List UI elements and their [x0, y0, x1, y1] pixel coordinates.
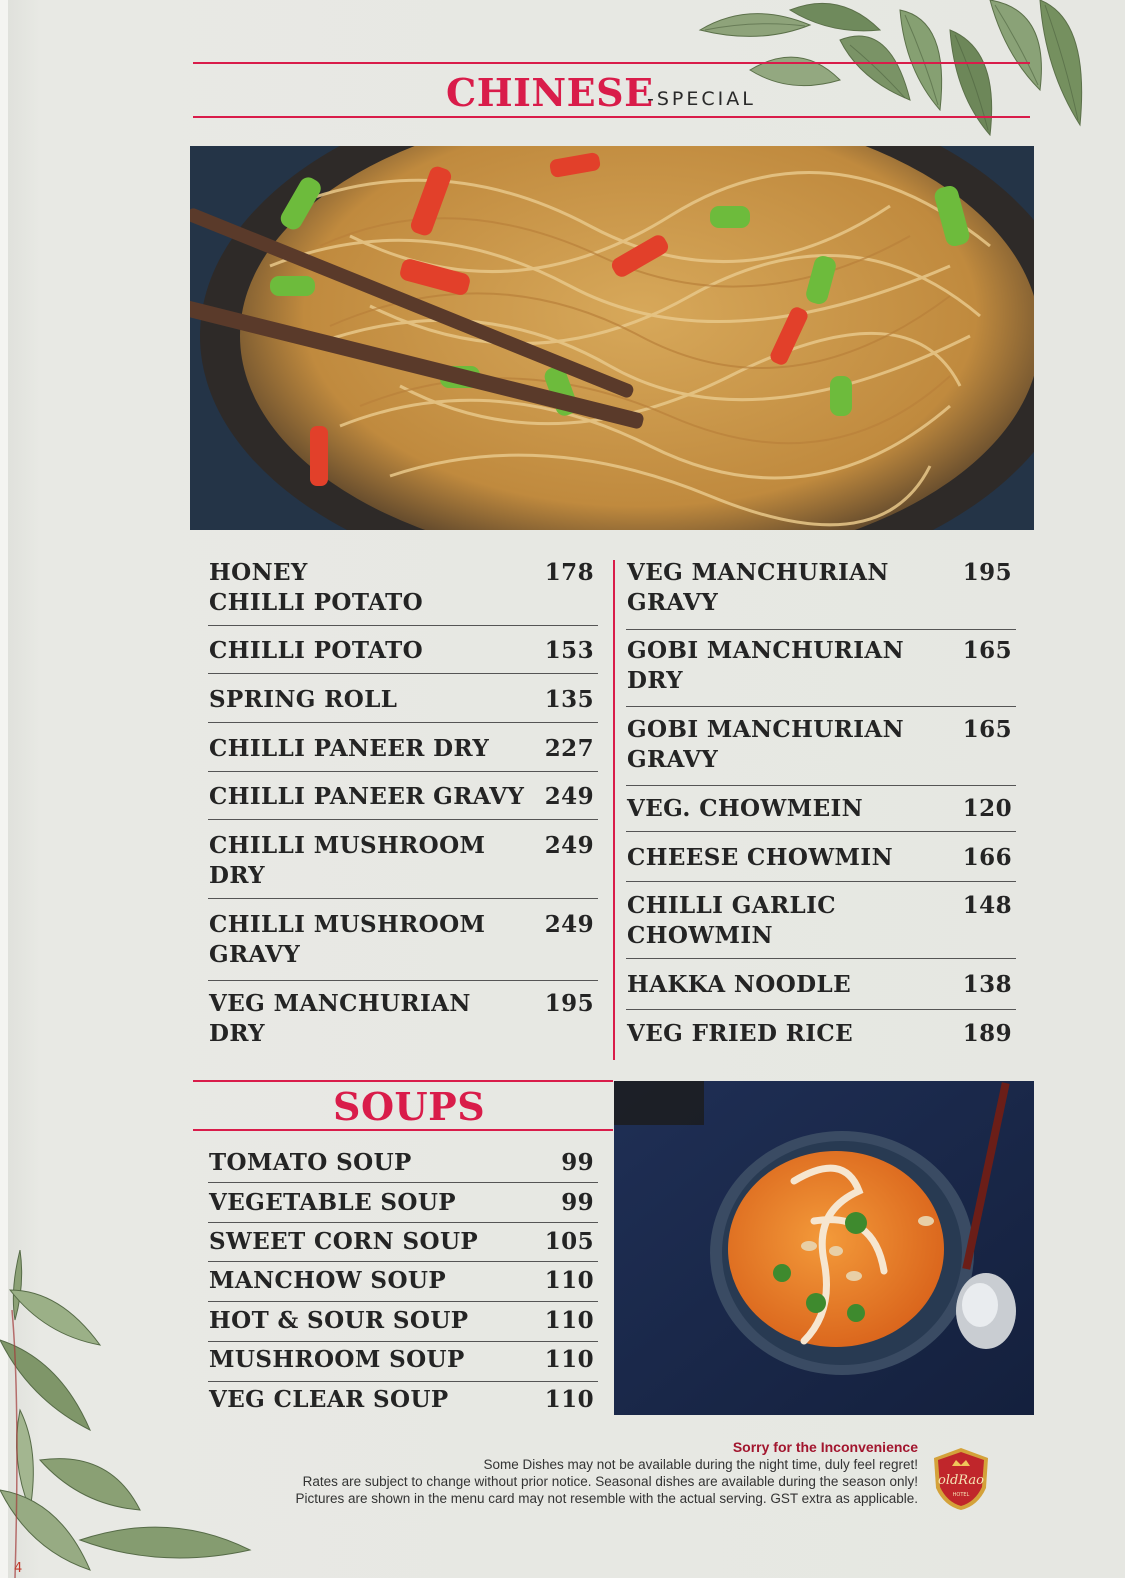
footer-sorry: Sorry for the Inconvenience	[732, 1439, 918, 1455]
item-price: 110	[544, 1267, 594, 1294]
menu-item	[208, 989, 598, 1057]
item-name: GOBI MANCHURIAN GRAVY	[627, 716, 905, 773]
logo-subtext: HOTEL	[952, 1492, 970, 1498]
footer-line-3: Pictures are shown in the menu card may not resemble with the actual serving. GST extra as applicable.	[295, 1491, 918, 1506]
item-price: 166	[962, 844, 1012, 871]
menu-item	[626, 636, 1016, 707]
item-name: VEGETABLE SOUP	[209, 1189, 456, 1216]
menu-item	[208, 685, 598, 723]
item-name: CHILLI GARLIC CHOWMIN	[627, 892, 836, 949]
page-number: 4	[14, 1561, 23, 1576]
item-name: SPRING ROLL	[209, 686, 398, 713]
column-divider	[613, 560, 615, 1060]
item-price: 153	[544, 637, 594, 664]
item-price: 99	[561, 1189, 594, 1216]
menu-item	[626, 794, 1016, 832]
menu-item	[208, 734, 598, 772]
item-price: 195	[544, 990, 594, 1017]
logo-text: oldRao	[938, 1473, 984, 1488]
item-price: 249	[544, 911, 594, 938]
item-price: 148	[962, 892, 1012, 919]
item-name: CHILLI POTATO	[209, 637, 424, 664]
item-name: VEG CLEAR SOUP	[209, 1386, 449, 1413]
item-name: VEG FRIED RICE	[627, 1020, 854, 1047]
item-price: 105	[544, 1228, 594, 1255]
header-bottom-rule	[193, 116, 1030, 118]
menu-item	[208, 1306, 598, 1342]
menu-item	[626, 1019, 1016, 1057]
item-name: CHEESE CHOWMIN	[627, 844, 893, 871]
item-price: 165	[962, 716, 1012, 743]
menu-item	[208, 1385, 598, 1420]
item-name: HAKKA NOODLE	[627, 971, 852, 998]
item-price: 120	[962, 795, 1012, 822]
item-price: 110	[544, 1346, 594, 1373]
soup-photo	[614, 1081, 1034, 1415]
item-name: MUSHROOM SOUP	[209, 1346, 465, 1373]
noodles-photo	[190, 146, 1034, 530]
item-price: 195	[962, 559, 1012, 586]
item-name: VEG. CHOWMEIN	[627, 795, 864, 822]
menu-item	[208, 1345, 598, 1382]
item-price: 227	[544, 735, 594, 762]
menu-item	[208, 831, 598, 899]
item-name: CHILLI MUSHROOM GRAVY	[209, 911, 486, 968]
chinese-subtitle: -SPECIAL	[647, 88, 756, 110]
item-price: 110	[544, 1386, 594, 1413]
item-price: 165	[962, 637, 1012, 664]
item-name: MANCHOW SOUP	[209, 1267, 447, 1294]
item-name: VEG MANCHURIAN GRAVY	[627, 559, 889, 616]
menu-item	[208, 558, 598, 626]
menu-item	[208, 636, 598, 674]
menu-item	[208, 1266, 598, 1302]
item-name: CHILLI PANEER GRAVY	[209, 783, 525, 810]
item-name: VEG MANCHURIAN DRY	[209, 990, 471, 1047]
header-top-rule	[193, 62, 1030, 64]
menu-item	[208, 910, 598, 981]
item-name: CHILLI PANEER DRY	[209, 735, 490, 762]
item-price: 189	[962, 1020, 1012, 1047]
soups-title: SOUPS	[333, 1084, 486, 1129]
footer-notice	[295, 1439, 918, 1507]
item-name: TOMATO SOUP	[209, 1149, 412, 1176]
menu-item	[626, 558, 1016, 630]
item-price: 249	[544, 832, 594, 859]
oldrao-logo	[928, 1446, 994, 1512]
footer-line-2: Rates are subject to change without prior notice. Seasonal dishes are available during the season only!	[302, 1474, 918, 1489]
item-name: SWEET CORN SOUP	[209, 1228, 479, 1255]
menu-item	[208, 1188, 598, 1223]
item-price: 135	[544, 686, 594, 713]
item-name: GOBI MANCHURIAN DRY	[627, 637, 905, 694]
menu-item	[208, 1148, 598, 1183]
footer-line-1: Some Dishes may not be available during the night time, duly feel regret!	[483, 1457, 918, 1472]
menu-item	[626, 891, 1016, 959]
item-name: HONEY CHILLI POTATO	[209, 559, 424, 616]
item-price: 138	[962, 971, 1012, 998]
soups-top-rule	[193, 1080, 613, 1082]
item-price: 110	[544, 1307, 594, 1334]
menu-item	[208, 782, 598, 820]
menu-item	[626, 843, 1016, 882]
menu-item	[626, 715, 1016, 786]
chinese-title: CHINESE	[446, 70, 654, 115]
menu-item	[626, 970, 1016, 1010]
item-price: 249	[544, 783, 594, 810]
item-price: 99	[561, 1149, 594, 1176]
item-name: HOT & SOUR SOUP	[209, 1307, 469, 1334]
leaf-decoration-top	[690, 0, 1110, 140]
item-price: 178	[544, 559, 594, 586]
soups-bottom-rule	[193, 1129, 613, 1131]
menu-item	[208, 1227, 598, 1262]
item-name: CHILLI MUSHROOM DRY	[209, 832, 486, 889]
